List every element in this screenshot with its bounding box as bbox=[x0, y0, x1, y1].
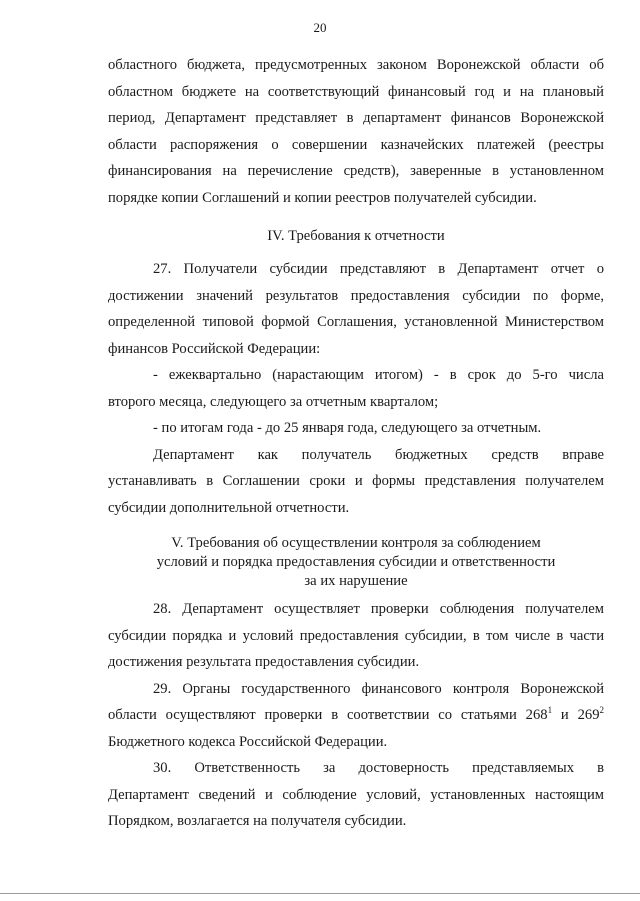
department-paragraph-line: Департамент как получатель бюджетных средств вправе bbox=[153, 446, 604, 463]
paragraph-29-text: и 269 bbox=[552, 707, 600, 723]
page-number: 20 bbox=[313, 20, 327, 35]
paragraph-28-line: достижения результата предоставления субсидии. bbox=[108, 654, 420, 670]
section-heading-4: IV. Требования к отчетности bbox=[267, 228, 445, 244]
paragraph-27-line: достижении значений результатов предоставления субсидии по форме, bbox=[108, 287, 604, 304]
bullet-quarterly-line: - ежеквартально (нарастающим итогом) - в срок до 5-го числа bbox=[153, 367, 604, 383]
text-line: области распоряжения о совершении казначейских платежей (реестры bbox=[108, 136, 604, 153]
paragraph-28-line: 28. Департамент осуществляет проверки соблюдения получателем bbox=[153, 601, 604, 617]
department-paragraph-line: субсидии дополнительной отчетности. bbox=[108, 499, 350, 516]
scan-edge-line bbox=[0, 893, 640, 894]
department-paragraph-line: устанавливать в Соглашении сроки и формы представления получателем bbox=[108, 473, 604, 489]
paragraph-30-line: Порядком, возлагается на получателя субсидии. bbox=[108, 813, 407, 829]
text-line: областного бюджета, предусмотренных законом Воронежской области об bbox=[108, 57, 604, 73]
paragraph-29-text: области осуществляют проверки в соответствии со статьями 268 bbox=[108, 707, 548, 723]
paragraph-30-line: 30. Ответственность за достоверность представляемых в bbox=[153, 760, 604, 776]
bullet-annual: - по итогам года - до 25 января года, следующего за отчетным. bbox=[153, 420, 542, 436]
paragraph-30-line: Департамент сведений и соблюдение условий, установленных настоящим bbox=[108, 786, 604, 803]
text-line: порядке копии Соглашений и копии реестров получателей субсидии. bbox=[108, 189, 537, 206]
section-5-body bbox=[108, 596, 604, 835]
footnote-superscript: 1 bbox=[547, 705, 553, 715]
text-line: областном бюджете на соответствующий финансовый год и на плановый bbox=[108, 83, 604, 100]
paragraph-27-line: определенной типовой формой Соглашения, установленной Министерством bbox=[108, 314, 604, 330]
paragraph-28-line: субсидии порядка и условий предоставления субсидии, в том числе в части bbox=[108, 627, 604, 644]
section-heading-5 bbox=[108, 534, 604, 591]
paragraph-29-line: Бюджетного кодекса Российской Федерации. bbox=[108, 733, 388, 750]
section-heading-line: за их нарушение bbox=[304, 573, 408, 589]
section-heading-line: условий и порядка предоставления субсидии и ответственности bbox=[156, 554, 556, 570]
section-4-body bbox=[108, 256, 604, 521]
paragraph-29-line bbox=[108, 702, 604, 729]
continuation-paragraph bbox=[108, 52, 604, 211]
paragraph-27-line: 27. Получатели субсидии представляют в Департамент отчет о bbox=[153, 261, 604, 277]
bullet-quarterly-line: второго месяца, следующего за отчетным кварталом; bbox=[108, 393, 439, 410]
text-line: период, Департамент представляет в департамент финансов Воронежской bbox=[108, 110, 604, 126]
paragraph-27-line: финансов Российской Федерации: bbox=[108, 340, 321, 357]
paragraph-29-line: 29. Органы государственного финансового контроля Воронежской bbox=[153, 680, 604, 697]
section-heading-line: V. Требования об осуществлении контроля за соблюдением bbox=[171, 535, 541, 551]
text-line: финансирования на перечисление средств), заверенные в установленном bbox=[108, 163, 604, 179]
footnote-superscript: 2 bbox=[599, 705, 604, 715]
